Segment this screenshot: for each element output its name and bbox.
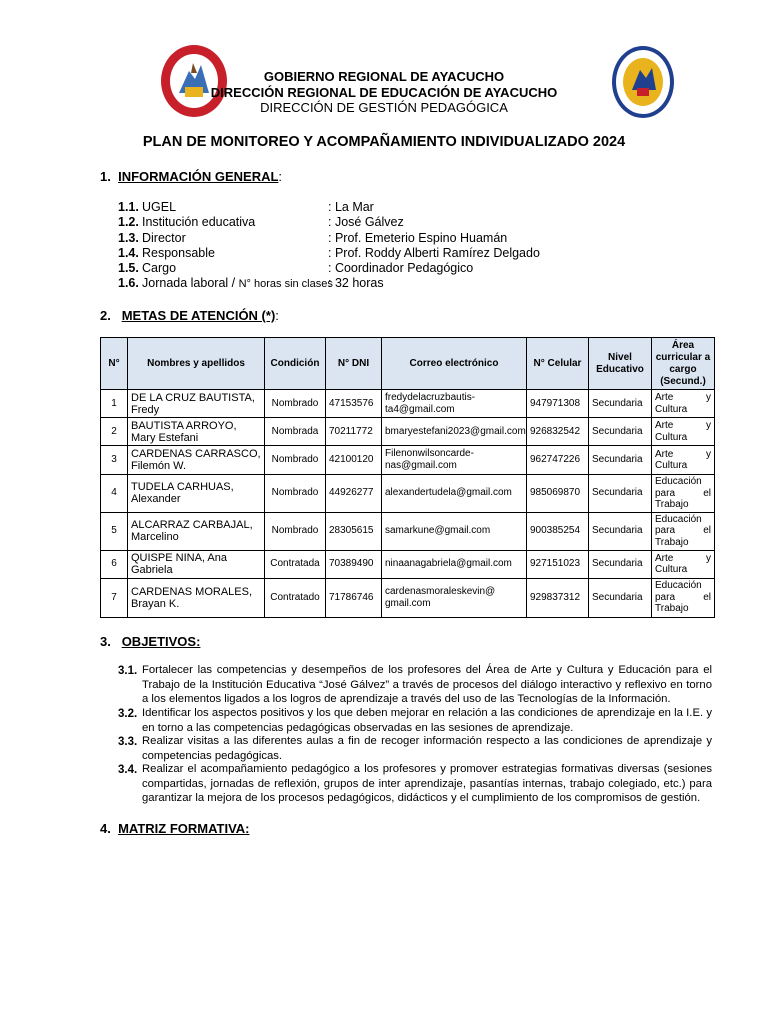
cell-number: 2	[101, 418, 128, 446]
section-3-number: 3.	[100, 634, 111, 649]
column-header: Nombres y apellidos	[128, 338, 265, 390]
cell-email: alexandertudela@gmail.com	[382, 475, 527, 513]
cell-number: 7	[101, 578, 128, 617]
info-label: Responsable	[142, 246, 215, 260]
objective-number: 3.1.	[118, 665, 138, 677]
cell-level: Secundaria	[589, 446, 652, 475]
cell-dni: 42100120	[326, 446, 382, 475]
table-row	[101, 512, 715, 550]
info-label-small: N° horas sin clases	[238, 278, 333, 290]
info-value: : 32 horas	[328, 276, 384, 290]
section-3-heading	[100, 634, 200, 649]
metas-table	[100, 337, 715, 618]
info-number: 1.4.	[118, 246, 139, 260]
objective-text: Identificar los aspectos positivos y los que deben mejorar en relación a las condiciones de aprendizaje en la I.E. y en torno a las competencias pedagógicas observadas en las sesiones de aprendizaje.	[142, 707, 712, 734]
objective-text: Realizar el acompañamiento pedagógico a los profesores y promover estrategias formativas diversas (sesiones compartidas, jornadas de reflexión, grupos de inter aprendizaje, pasantías internas, trabajo colegiado, etc.) para garantizar la mejora de los procesos pedagógicos, didácticos y el cumplimiento de los compromisos de gestión.	[142, 763, 712, 804]
cell-condition: Nombrado	[265, 475, 326, 513]
cell-email: Filenonwilsoncarde-nas@gmail.com	[382, 446, 527, 475]
cell-condition: Nombrado	[265, 446, 326, 475]
cell-condition: Nombrado	[265, 390, 326, 418]
section-3-title: OBJETIVOS:	[121, 634, 201, 649]
cell-condition: Contratado	[265, 578, 326, 617]
info-number: 1.6.	[118, 276, 139, 290]
info-label: Institución educativa	[142, 215, 256, 229]
cell-email: fredydelacruzbautis-ta4@gmail.com	[382, 390, 527, 418]
cell-level: Secundaria	[589, 475, 652, 513]
cell-phone: 900385254	[527, 512, 589, 550]
document-title: PLAN DE MONITOREO Y ACOMPAÑAMIENTO INDIVIDUALIZADO 2024	[142, 134, 626, 150]
info-value: : Prof. Emeterio Espino Huamán	[328, 231, 508, 245]
section-1-number: 1.	[100, 169, 111, 184]
table-row	[101, 418, 715, 446]
header-line-3: DIRECCIÓN DE GESTIÓN PEDAGÓGICA	[260, 100, 508, 115]
cell-level: Secundaria	[589, 390, 652, 418]
cell-phone: 927151023	[527, 550, 589, 578]
table-row	[101, 475, 715, 513]
cell-phone: 947971308	[527, 390, 589, 418]
objective-number: 3.3.	[118, 736, 138, 748]
objective-item	[118, 706, 712, 735]
cell-number: 6	[101, 550, 128, 578]
info-label: Director	[142, 231, 186, 245]
column-header: Nivel Educativo	[589, 338, 652, 390]
section-2-number: 2.	[100, 308, 111, 323]
column-header: Condición	[265, 338, 326, 390]
cell-number: 3	[101, 446, 128, 475]
objective-number: 3.4.	[118, 764, 138, 776]
cell-level: Secundaria	[589, 512, 652, 550]
cell-name: TUDELA CARHUAS, Alexander	[128, 475, 265, 513]
cell-level: Secundaria	[589, 550, 652, 578]
cell-number: 5	[101, 512, 128, 550]
info-number: 1.2.	[118, 215, 139, 229]
cell-phone: 985069870	[527, 475, 589, 513]
objective-text: Realizar visitas a las diferentes aulas a fin de recoger información respecto a las condiciones de aprendizaje y competencias pedagógicas.	[142, 735, 712, 762]
objective-item	[118, 762, 712, 806]
cell-area: Arte y Cultura	[652, 446, 715, 475]
cell-dni: 28305615	[326, 512, 382, 550]
section-2-title: METAS DE ATENCIÓN (*)	[121, 308, 276, 323]
cell-area: Arte y Cultura	[652, 390, 715, 418]
cell-dni: 70211772	[326, 418, 382, 446]
section-1-title: INFORMACIÓN GENERAL	[118, 169, 279, 184]
cell-email: cardenasmoraleskevin@ gmail.com	[382, 578, 527, 617]
cell-dni: 44926277	[326, 475, 382, 513]
cell-condition: Nombrada	[265, 418, 326, 446]
cell-name: ALCARRAZ CARBAJAL, Marcelino	[128, 512, 265, 550]
cell-phone: 962747226	[527, 446, 589, 475]
header-line-2: DIRECCIÓN REGIONAL DE EDUCACIÓN DE AYACUCHO	[210, 85, 558, 100]
info-value: : Prof. Roddy Alberti Ramírez Delgado	[328, 246, 540, 260]
cell-email: bmaryestefani2023@gmail.com	[382, 418, 527, 446]
objective-number: 3.2.	[118, 708, 138, 720]
objective-text: Fortalecer las competencias y desempeños de los profesores del Área de Arte y Cultura y Educación para el Trabajo de la Institución Educativa “José Gálvez” a través de procesos del diálogo interactivo y reflexivo en torno a los elementos ligados a los logros de aprendizaje a través del uso de las Tecnologías de la Información.	[142, 664, 712, 705]
info-label-main: Jornada laboral /	[142, 276, 239, 290]
table-header-row	[101, 338, 715, 390]
cell-condition: Contratada	[265, 550, 326, 578]
section-4-suffix: :	[245, 821, 250, 836]
objective-item	[118, 663, 712, 707]
info-label: Cargo	[142, 261, 177, 275]
cell-name: DE LA CRUZ BAUTISTA, Fredy	[128, 390, 265, 418]
info-number: 1.5.	[118, 261, 139, 275]
cell-condition: Nombrado	[265, 512, 326, 550]
cell-name: QUISPE NINA, Ana Gabriela	[128, 550, 265, 578]
info-number: 1.1.	[118, 200, 139, 214]
table-row	[101, 446, 715, 475]
info-number: 1.3.	[118, 231, 139, 245]
section-4-heading	[100, 821, 250, 836]
cell-phone: 929837312	[527, 578, 589, 617]
section-1-suffix: :	[278, 169, 283, 184]
cell-area: Educación para el Trabajo	[652, 512, 715, 550]
cell-phone: 926832542	[527, 418, 589, 446]
cell-area: Arte y Cultura	[652, 550, 715, 578]
table-row	[101, 578, 715, 617]
cell-number: 4	[101, 475, 128, 513]
section-2-heading	[100, 308, 279, 323]
cell-dni: 47153576	[326, 390, 382, 418]
cell-email: ninaanagabriela@gmail.com	[382, 550, 527, 578]
objective-item	[118, 734, 712, 763]
cell-area: Educación para el Trabajo	[652, 475, 715, 513]
column-header: N° DNI	[326, 338, 382, 390]
info-value: : Coordinador Pedagógico	[328, 261, 474, 275]
section-2-suffix: :	[275, 308, 279, 323]
cell-name: BAUTISTA ARROYO, Mary Estefani	[128, 418, 265, 446]
cell-number: 1	[101, 390, 128, 418]
cell-name: CARDENAS MORALES, Brayan K.	[128, 578, 265, 617]
column-header: N°	[101, 338, 128, 390]
info-value: : La Mar	[328, 200, 374, 214]
section-4-title: MATRIZ FORMATIVA	[118, 821, 246, 836]
cell-email: samarkune@gmail.com	[382, 512, 527, 550]
cell-dni: 70389490	[326, 550, 382, 578]
header-line-1: GOBIERNO REGIONAL DE AYACUCHO	[263, 69, 505, 84]
column-header: N° Celular	[527, 338, 589, 390]
section-1-heading	[100, 169, 282, 184]
cell-dni: 71786746	[326, 578, 382, 617]
column-header: Área curricular a cargo (Secund.)	[652, 338, 715, 390]
table-row	[101, 550, 715, 578]
info-value: : José Gálvez	[328, 215, 404, 229]
section-4-number: 4.	[100, 821, 111, 836]
info-label	[142, 276, 333, 290]
cell-level: Secundaria	[589, 578, 652, 617]
cell-area: Educación para el Trabajo	[652, 578, 715, 617]
cell-level: Secundaria	[589, 418, 652, 446]
table-row	[101, 390, 715, 418]
cell-name: CARDENAS CARRASCO, Filemón W.	[128, 446, 265, 475]
info-label: UGEL	[142, 200, 177, 214]
cell-area: Arte y Cultura	[652, 418, 715, 446]
column-header: Correo electrónico	[382, 338, 527, 390]
